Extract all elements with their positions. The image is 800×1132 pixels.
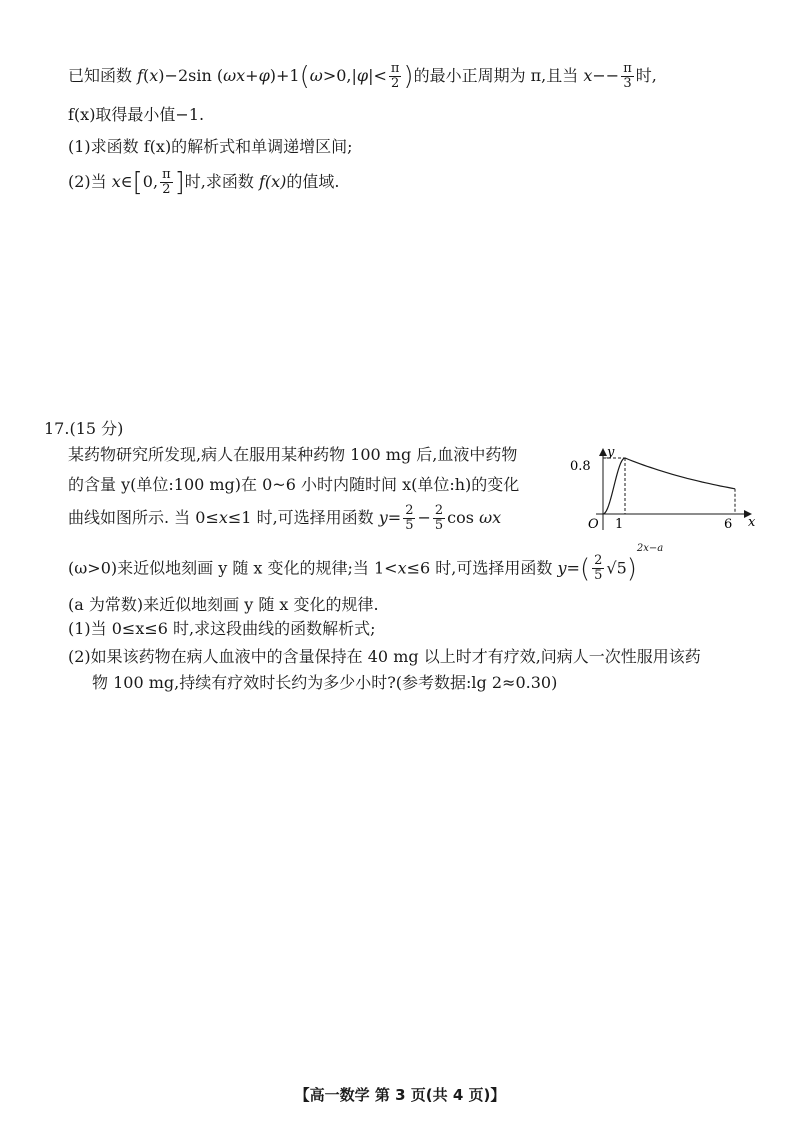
text: + (245, 66, 259, 85)
text: ωx (479, 508, 502, 527)
page-footer: 【高一数学 第 3 页(共 4 页)】 (294, 1086, 506, 1104)
sqrt: √5 (606, 558, 627, 578)
paren: ) (403, 61, 414, 92)
p17-line4 (68, 543, 664, 584)
text: 曲线如图所示. 当 0≤ (68, 508, 219, 527)
origin-label: O (588, 517, 599, 532)
denominator: 5 (405, 518, 414, 533)
text: = (566, 558, 580, 578)
text: x (149, 66, 159, 85)
text: 的值域. (286, 172, 340, 191)
text: cos (447, 508, 480, 527)
fraction (592, 554, 604, 583)
p16-line2: f(x)取得最小值−1. (68, 105, 205, 124)
text: y (378, 508, 388, 527)
fraction (433, 504, 445, 533)
y-tick-label: 0.8 (570, 459, 591, 474)
x-tick-6: 6 (724, 517, 733, 532)
x-axis-label: x (748, 515, 756, 530)
fraction (389, 62, 402, 91)
denominator: 2 (162, 182, 171, 197)
text: x (218, 508, 228, 527)
p17-line2: 的含量 y(单位:100 mg)在 0~6 小时内随时间 x(单位:h)的变化 (68, 475, 520, 494)
text: = (387, 508, 402, 527)
text: ∈ (120, 172, 133, 191)
denominator: 5 (434, 518, 444, 533)
text: >0,| (322, 66, 357, 85)
text: ≤1 时,可选择用函数 (227, 508, 379, 527)
drug-curve (603, 458, 735, 514)
bracket: ] (174, 167, 185, 198)
text: ≤6 时,可选择用函数 (406, 558, 558, 578)
p16-q1: (1)求函数 f(x)的解析式和单调递增区间; (68, 137, 353, 156)
paren: ) (626, 553, 637, 584)
text: 时, (635, 66, 657, 85)
p17-q2a: (2)如果该药物在病人血液中的含量保持在 40 mg 以上时才有疗效,问病人一次性服用该药 (68, 647, 701, 666)
drug-curve-graph (566, 442, 762, 536)
text: (ω>0)来近似地刻画 y 随 x 变化的规律;当 1< (68, 558, 398, 578)
p17-line5: (a 为常数)来近似地刻画 y 随 x 变化的规律. (68, 595, 379, 614)
text: φ (356, 66, 369, 85)
numerator: π (162, 167, 171, 182)
numerator: π (390, 61, 400, 76)
text: f (137, 66, 144, 85)
text: f(x) (258, 172, 287, 191)
text: 已知函数 (68, 66, 138, 85)
text: ω (309, 66, 323, 85)
p16-q2 (68, 168, 339, 197)
text: )+1 (269, 66, 300, 85)
p17-line3 (68, 504, 501, 533)
y-axis-label: y (607, 445, 615, 460)
text: |< (368, 66, 387, 85)
p17-line1: 某药物研究所发现,病人在服用某种药物 100 mg 后,血液中药物 (68, 445, 518, 464)
bracket: [ (132, 167, 143, 198)
x-tick-1: 1 (615, 517, 624, 532)
numerator: 2 (434, 503, 444, 518)
text: x (583, 66, 593, 85)
text: x (397, 558, 407, 578)
text: x (111, 172, 121, 191)
p17-q2b: 物 100 mg,持续有疗效时长约为多少小时?(参考数据:lg 2≈0.30) (92, 673, 558, 692)
text: ωx (223, 66, 246, 85)
paren: ( (579, 553, 591, 584)
text: φ (258, 66, 270, 85)
denominator: 2 (391, 76, 400, 91)
p17-header: 17.(15 分) (44, 419, 124, 438)
paren: ( (299, 61, 310, 92)
denominator: 3 (623, 76, 632, 91)
fraction (621, 62, 634, 91)
text: ( (143, 66, 150, 85)
text: 时,求函数 (184, 172, 259, 191)
denominator: 5 (594, 568, 603, 584)
text: (2)当 (68, 172, 112, 191)
text: y (557, 558, 567, 578)
p17-q1: (1)当 0≤x≤6 时,求这段曲线的函数解析式; (68, 619, 376, 638)
exponent: 2x−a (636, 543, 664, 554)
fraction (160, 168, 173, 197)
numerator: π (623, 61, 632, 76)
p16-line1 (68, 62, 657, 91)
text: 0, (142, 172, 159, 191)
text: −− (592, 66, 620, 85)
numerator: 2 (594, 553, 603, 569)
text: 的最小正周期为 π,且当 (413, 66, 584, 85)
fraction (403, 504, 415, 533)
text: − (417, 508, 431, 527)
numerator: 2 (405, 503, 414, 518)
text: )−2sin ( (158, 66, 224, 85)
